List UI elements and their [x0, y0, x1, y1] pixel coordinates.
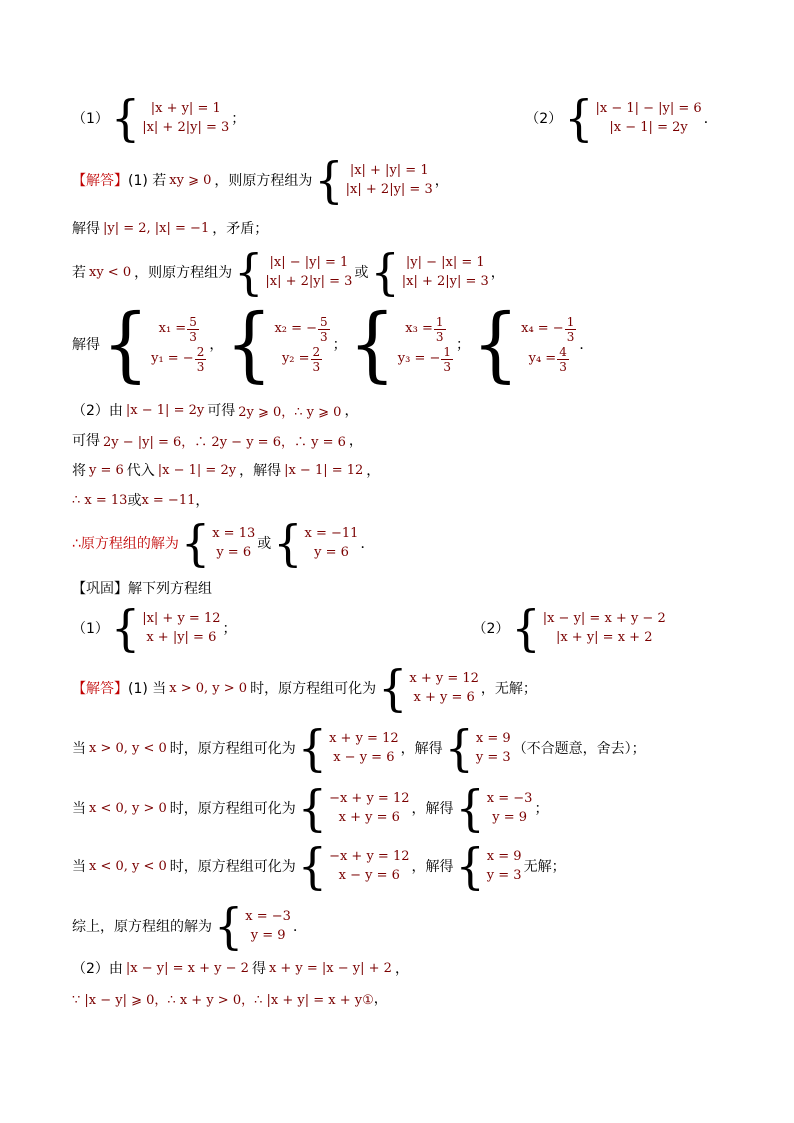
brace: {	[511, 599, 541, 657]
solution-line: ∴ x = 13 或 x = −11 ，	[72, 492, 210, 509]
answer-tag: 【解答】	[72, 681, 128, 697]
solution-line: 解得 { x₁ = $\frac{5}{3}$ y₁ = − $\frac{2}{3}$ ， { x₂ = − $\frac{5}{3}$ y₂ = $\frac{2}{3}$ ； { x₃ = $\frac{1}{3}$ y₃ = − $\frac{1}{3}$ ； { x₄ = − $\frac{1}{3}$ y₄ = $\frac{4}{3}$ ．	[72, 296, 594, 392]
consolidate-title: 解下列方程组	[128, 581, 212, 597]
brace: {	[180, 514, 211, 572]
brace: {	[102, 296, 150, 392]
solution-line: 当 x < 0, y > 0 时，原方程组可化为 { −x + y = 12 x + y = 6 ，解得 { x = −3 y = 9 ；	[72, 779, 549, 837]
solution-line: 当 x < 0, y < 0 时，原方程组可化为 { −x + y = 12 x − y = 6 ，解得 { x = 9 y = 3 无解；	[72, 837, 566, 895]
solution-line: 将 y = 6 代入 |x − 1| = 2y ，解得 |x − 1| = 12 ，	[72, 462, 381, 479]
solution-line: 【解答】 (1) 当 x > 0, y > 0 时，原方程组可化为 { x + y = 12 x + y = 6 ，无解；	[72, 659, 537, 717]
brace: {	[297, 837, 328, 895]
system-1	[110, 89, 230, 147]
final-answer-label: ∴原方程组的解为	[72, 536, 179, 552]
problem-row: （1） { |x| + y = 12 x + |y| = 6 ； （2） { |x − y| = x + y − 2 |x + y| = x + 2	[72, 599, 666, 657]
brace: {	[225, 296, 273, 392]
brace: {	[214, 897, 244, 955]
equation: |x − 1| = 2y	[609, 120, 688, 135]
equation: |x| + 2|y| = 3	[142, 120, 230, 135]
solution-line: 若 xy < 0 ，则原方程组为 { |x| − |y| = 1 |x| + 2|y| = 3 或 { |y| − |x| = 1 |x| + 2|y| = 3 ，	[72, 243, 505, 301]
answer-tag: 【解答】	[72, 173, 128, 189]
brace: {	[455, 837, 485, 895]
brace: {	[472, 296, 520, 392]
problem-row: （1） { |x + y| = 1 |x| + 2|y| = 3 ； （2） { |x − 1| − |y| = 6 |x − 1| = 2y ．	[72, 89, 718, 147]
solution-line: 综上，原方程组的解为 { x = −3 y = 9 ．	[72, 897, 307, 955]
brace: {	[348, 296, 396, 392]
solution-line: 当 x > 0, y < 0 时，原方程组可化为 { x + y = 12 x − y = 6 ，解得 { x = 9 y = 3 （不合题意，舍去）；	[72, 719, 646, 777]
system-2	[564, 89, 702, 147]
consolidate-heading	[72, 578, 212, 598]
consolidate-tag: 【巩固】	[72, 581, 128, 597]
solution-system: { x₃ = $\frac{1}{3}$ y₃ = − $\frac{1}{3}$	[348, 296, 452, 392]
solution-line: （2）由 |x − y| = x + y − 2 得 x + y = |x − y| + 2 ，	[72, 960, 409, 977]
equation: |x + y| = 1	[150, 101, 221, 116]
brace: {	[370, 243, 400, 301]
brace: {	[110, 89, 141, 147]
problem-1-label: （1）	[72, 111, 109, 127]
solution-line: 可得 2y − |y| = 6，∴ 2y − y = 6，∴ y = 6 ，	[72, 433, 363, 450]
brace: {	[564, 89, 594, 147]
solution-line: 【解答】 (1) 若 xy ⩾ 0 ，则原方程组为 { |x| + |y| = 1 |x| + 2|y| = 3 ，	[72, 151, 449, 209]
solution-line: ∴原方程组的解为 { x = 13 y = 6 或 { x = −11 y = 6 ．	[72, 514, 375, 572]
brace: {	[234, 243, 264, 301]
brace: {	[297, 719, 328, 777]
brace: {	[273, 514, 303, 572]
solution-line: 解得 |y| = 2, |x| = −1 ，矛盾；	[72, 220, 269, 237]
equation: |x − 1| − |y| = 6	[595, 101, 702, 116]
brace: {	[297, 779, 328, 837]
problem-2-label: （2）	[525, 111, 563, 127]
brace: {	[444, 719, 474, 777]
brace: {	[378, 659, 408, 717]
brace: {	[314, 151, 344, 209]
solution-system: { x₂ = − $\frac{5}{3}$ y₂ = $\frac{2}{3}$	[225, 296, 328, 392]
brace: {	[110, 599, 141, 657]
solution-system: { x₁ = $\frac{5}{3}$ y₁ = − $\frac{2}{3}$	[102, 296, 205, 392]
solution-line: （2）由 |x − 1| = 2y 可得 2y ⩾ 0，∴ y ⩾ 0 ，	[72, 402, 359, 420]
brace: {	[455, 779, 485, 837]
solution-system: { x₄ = − $\frac{1}{3}$ y₄ = $\frac{4}{3}$	[472, 296, 575, 392]
solution-line: ∵ |x − y| ⩾ 0，∴ x + y > 0，∴ |x + y| = x + y① ，	[72, 991, 388, 1008]
